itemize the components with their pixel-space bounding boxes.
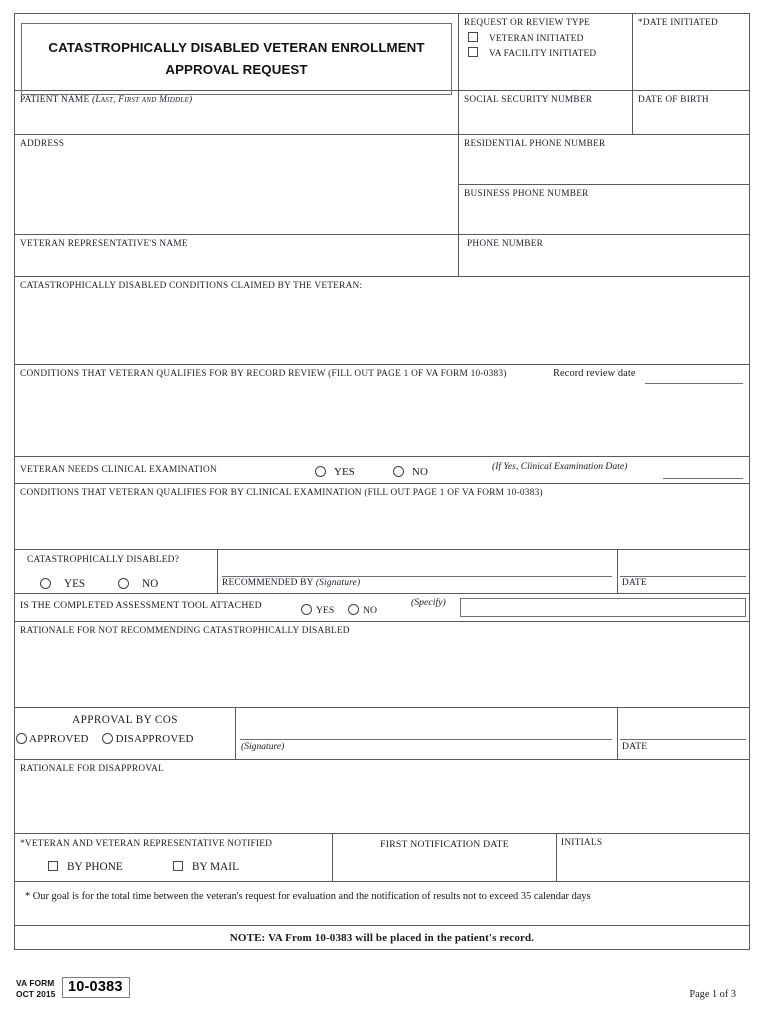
rationale-not-recommending-row — [15, 621, 749, 707]
first-notification-date-cell[interactable] — [333, 834, 557, 881]
by-mail-label: BY MAIL — [192, 861, 239, 873]
notified-label: *VETERAN AND VETERAN REPRESENTATIVE NOTIFIED — [20, 839, 273, 849]
phones-stack — [459, 135, 749, 234]
va-facility-initiated-option[interactable] — [459, 44, 632, 59]
approval-by-cos-cell — [15, 708, 236, 759]
needs-clinical-yes-label: YES — [334, 466, 355, 478]
patient-name-hint: (Last, First and Middle) — [91, 95, 193, 105]
recommended-date-line[interactable] — [620, 576, 746, 577]
by-mail-option[interactable] — [173, 857, 239, 875]
cos-signature-line[interactable] — [240, 739, 612, 740]
recommended-by-cell[interactable] — [218, 550, 618, 593]
cat-disabled-no-option[interactable] — [118, 574, 158, 592]
assessment-no-label: NO — [363, 605, 377, 616]
address-cell[interactable] — [15, 135, 459, 234]
assessment-tool-row — [15, 593, 749, 621]
cos-date-line[interactable] — [620, 739, 746, 740]
patient-name-cell[interactable] — [15, 91, 459, 134]
residential-phone-cell[interactable] — [459, 135, 749, 185]
needs-clinical-no-label: NO — [412, 466, 428, 478]
approved-option[interactable] — [16, 733, 92, 745]
veteran-initiated-label: VETERAN INITIATED — [489, 33, 584, 44]
va-form-date: OCT 2015 — [16, 989, 56, 999]
record-review-cell[interactable] — [15, 365, 749, 456]
patient-name-label-wrap — [15, 91, 458, 106]
ssn-cell[interactable] — [459, 91, 633, 134]
clinical-qualifies-label: CONDITIONS THAT VETERAN QUALIFIES FOR BY CLINICAL EXAMINATION (FILL OUT PAGE 1 OF VA FORM 10-0383) — [20, 488, 543, 498]
needs-clinical-no-option[interactable] — [393, 462, 428, 480]
cos-signature-cell[interactable] — [236, 708, 618, 759]
veteran-rep-name-cell[interactable] — [15, 235, 459, 276]
notification-row — [15, 833, 749, 881]
conditions-claimed-row — [15, 276, 749, 364]
clinical-qualifies-row — [15, 483, 749, 549]
cat-disabled-no-radio[interactable] — [118, 578, 129, 589]
rationale-disapproval-cell[interactable] — [15, 760, 749, 833]
rationale-disapproval-label: RATIONALE FOR DISAPPROVAL — [20, 764, 165, 774]
va-form-label-block — [16, 978, 55, 1000]
assessment-tool-cell — [15, 594, 749, 621]
rationale-disapproval-row — [15, 759, 749, 833]
assessment-yes-label: YES — [316, 605, 335, 616]
cos-date-label: DATE — [622, 741, 648, 752]
first-notification-date-label: FIRST NOTIFICATION DATE — [380, 839, 509, 850]
assessment-tool-label: IS THE COMPLETED ASSESSMENT TOOL ATTACHED — [20, 600, 262, 611]
rationale-not-recommending-cell[interactable] — [15, 622, 749, 707]
recommended-by-signature-line[interactable] — [222, 576, 612, 577]
catastrophically-disabled-row — [15, 549, 749, 593]
needs-clinical-yes-option[interactable] — [315, 462, 355, 480]
veteran-initiated-checkbox[interactable] — [468, 32, 478, 42]
assessment-no-option[interactable] — [348, 600, 377, 618]
page-title-line2: APPROVAL REQUEST — [165, 61, 308, 77]
rep-phone-label: PHONE NUMBER — [467, 239, 544, 249]
assessment-yes-option[interactable] — [301, 600, 334, 618]
page-number: Page 1 of 3 — [689, 989, 736, 1000]
patient-name-row — [15, 90, 749, 134]
approved-label: APPROVED — [29, 733, 89, 745]
cos-signature-hint: (Signature) — [241, 741, 285, 752]
veteran-initiated-option[interactable] — [459, 29, 632, 44]
ssn-label: SOCIAL SECURITY NUMBER — [464, 95, 593, 105]
form-title-cell — [15, 14, 459, 90]
needs-clinical-exam-label: VETERAN NEEDS CLINICAL EXAMINATION — [20, 465, 217, 475]
rep-phone-cell[interactable] — [459, 235, 749, 276]
date-initiated-cell[interactable] — [633, 14, 749, 90]
disapproved-radio[interactable] — [102, 733, 113, 744]
record-review-label: CONDITIONS THAT VETERAN QUALIFIES FOR BY RECORD REVIEW (FILL OUT PAGE 1 OF VA FORM 10-0383) — [20, 369, 507, 379]
dob-label: DATE OF BIRTH — [638, 95, 709, 105]
title-row — [15, 14, 749, 90]
disapproved-label: DISAPPROVED — [115, 733, 194, 745]
assessment-no-radio[interactable] — [348, 604, 359, 615]
specify-input[interactable] — [460, 598, 746, 617]
business-phone-label: BUSINESS PHONE NUMBER — [464, 189, 589, 199]
note-row — [15, 925, 749, 949]
residential-phone-label: RESIDENTIAL PHONE NUMBER — [464, 139, 606, 149]
va-form-label: VA FORM — [16, 978, 55, 988]
recommended-by-hint: (Signature) — [315, 578, 361, 588]
va-facility-initiated-checkbox[interactable] — [468, 47, 478, 57]
by-phone-checkbox[interactable] — [48, 861, 58, 871]
veteran-rep-name-label: VETERAN REPRESENTATIVE'S NAME — [20, 239, 188, 249]
needs-clinical-no-radio[interactable] — [393, 466, 404, 477]
recommended-by-label-wrap — [222, 578, 360, 588]
date-initiated-label: *DATE INITIATED — [638, 18, 718, 28]
clinical-qualifies-cell[interactable] — [15, 484, 749, 549]
needs-clinical-exam-row — [15, 456, 749, 483]
cat-disabled-yes-radio[interactable] — [40, 578, 51, 589]
specify-hint: (Specify) — [411, 597, 446, 608]
dob-cell[interactable] — [633, 91, 749, 134]
approval-by-cos-row — [15, 707, 749, 759]
needs-clinical-exam-cell — [15, 457, 749, 483]
patient-name-label: PATIENT NAME — [20, 95, 90, 105]
record-review-date-line[interactable] — [645, 383, 743, 384]
clinical-exam-date-line[interactable] — [663, 478, 743, 479]
needs-clinical-yes-radio[interactable] — [315, 466, 326, 477]
cat-disabled-yes-option[interactable] — [40, 574, 85, 592]
recommended-by-label: RECOMMENDED BY — [222, 578, 314, 588]
clinical-exam-date-hint: (If Yes, Clinical Examination Date) — [492, 461, 628, 472]
address-label: ADDRESS — [20, 139, 65, 149]
va-form-10-0383 — [14, 13, 750, 950]
recommended-date-cell[interactable] — [618, 550, 749, 593]
business-phone-cell[interactable] — [459, 185, 749, 235]
notified-cell — [15, 834, 333, 881]
record-review-row — [15, 364, 749, 456]
recommended-date-label: DATE — [622, 578, 647, 588]
cat-disabled-label: CATASTROPHICALLY DISABLED? — [27, 555, 180, 565]
cos-date-cell[interactable] — [618, 708, 749, 759]
approval-options — [15, 726, 235, 745]
form-footer — [14, 978, 750, 1020]
record-review-date-label: Record review date — [553, 368, 636, 379]
conditions-claimed-cell[interactable] — [15, 277, 749, 364]
initials-label: INITIALS — [561, 838, 603, 848]
request-or-review-type-cell — [459, 14, 633, 90]
form-number: 10-0383 — [62, 977, 130, 998]
assessment-yes-radio[interactable] — [301, 604, 312, 615]
note-text: NOTE: VA From 10-0383 will be placed in the patient's record. — [229, 932, 535, 944]
by-mail-checkbox[interactable] — [173, 861, 183, 871]
goal-text: * Our goal is for the total time between the veteran's request for evaluation and the notification of results not to exceed 35 calendar days — [25, 891, 591, 902]
page-title-line1: CATASTROPHICALLY DISABLED VETERAN ENROLLMENT — [48, 39, 425, 55]
disapproved-option[interactable] — [92, 733, 194, 745]
conditions-claimed-label: CATASTROPHICALLY DISABLED CONDITIONS CLAIMED BY THE VETERAN: — [20, 281, 363, 291]
cat-disabled-no-label: NO — [142, 578, 159, 590]
approved-radio[interactable] — [16, 733, 27, 744]
approval-by-cos-label: APPROVAL BY COS — [72, 714, 178, 726]
goal-row — [15, 881, 749, 925]
rationale-not-recommending-label: RATIONALE FOR NOT RECOMMENDING CATASTROPHICALLY DISABLED — [20, 626, 350, 636]
veteran-representative-row — [15, 234, 749, 276]
goal-cell — [15, 882, 749, 925]
by-phone-label: BY PHONE — [67, 861, 123, 873]
initials-cell[interactable] — [557, 834, 749, 881]
va-facility-initiated-label: VA FACILITY INITIATED — [489, 48, 597, 59]
request-or-review-type-label: REQUEST OR REVIEW TYPE — [464, 18, 591, 28]
by-phone-option[interactable] — [48, 857, 123, 875]
address-row — [15, 134, 749, 234]
cat-disabled-yes-label: YES — [64, 578, 86, 590]
cat-disabled-cell — [15, 550, 218, 593]
